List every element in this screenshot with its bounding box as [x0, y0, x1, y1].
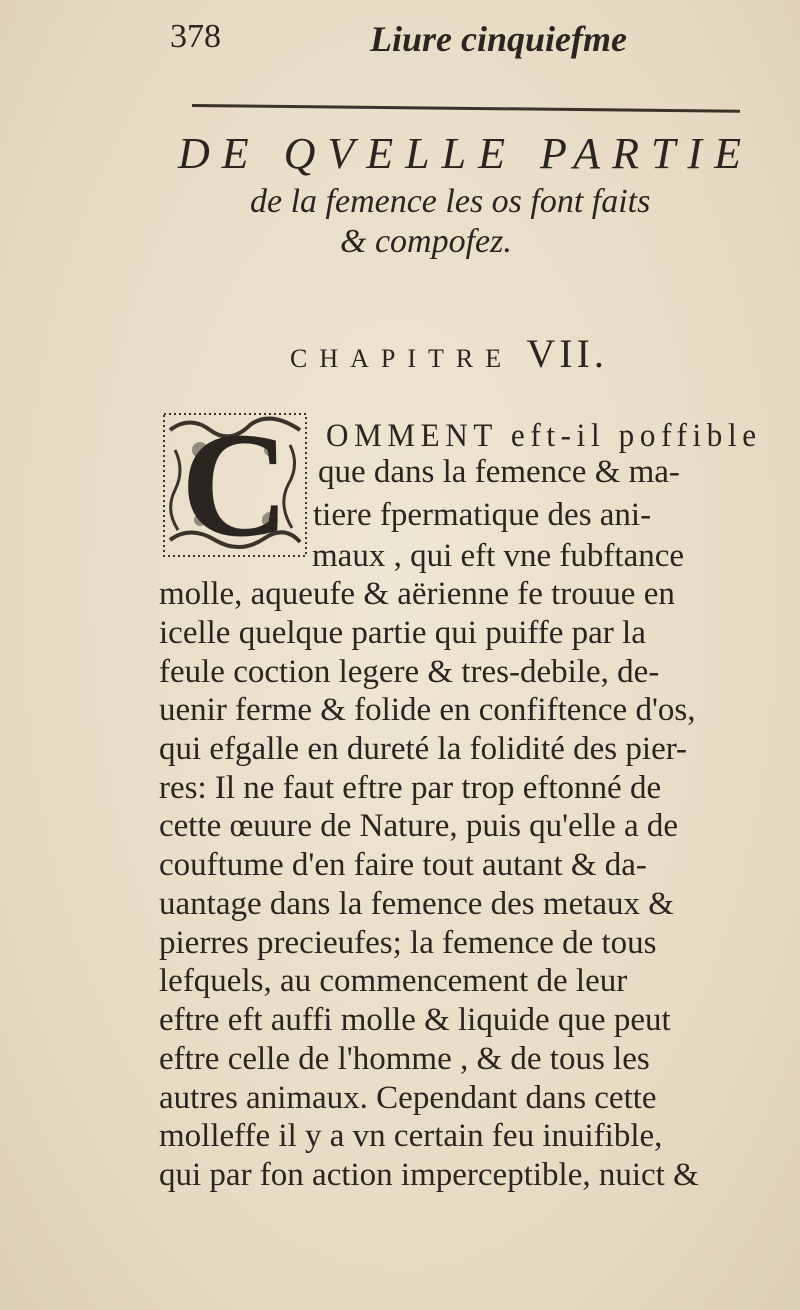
body-line: lefquels, au commencement de leur [159, 963, 628, 999]
page-number: 378 [170, 18, 221, 55]
decorated-initial [160, 402, 310, 568]
initial-letter: C [180, 402, 290, 568]
page-header [170, 18, 630, 68]
body-line: icelle quelque partie qui puiffe par la [159, 615, 646, 651]
running-head: Liure cinquiefme [370, 19, 627, 59]
title-line-1: DE QVELLE PARTIE [178, 129, 753, 178]
body-line: cette œuure de Nature, puis qu'elle a de [159, 808, 679, 844]
body-line: qui efgalle en dureté la folidité des pier- [159, 731, 688, 767]
title-line-3: & compofez. [340, 223, 512, 260]
body-line: eftre celle de l'homme , & de tous les [159, 1041, 650, 1077]
chapter-heading [290, 330, 608, 377]
body-line: que dans la femence & ma- [318, 454, 680, 490]
body-line: molle, aqueufe & aërienne fe trouue en [159, 576, 675, 612]
body-line: OMMENT eft-il poffible [326, 418, 762, 454]
body-line: pierres precieufes; la femence de tous [159, 925, 657, 961]
title-line-2: de la femence les os font faits [250, 183, 651, 220]
chapter-word: CHAPITRE [290, 344, 514, 373]
body-line: couftume d'en faire tout autant & da- [159, 847, 647, 883]
body-line: uenir ferme & folide en confiftence d'os, [159, 692, 696, 728]
body-line: tiere fpermatique des ani- [313, 497, 652, 533]
body-line: feule coction legere & tres-debile, de- [159, 654, 660, 690]
body-line: uantage dans la femence des metaux & [159, 886, 674, 922]
body-line: res: Il ne faut eftre par trop eftonné de [159, 770, 662, 806]
body-line: autres animaux. Cependant dans cette [159, 1080, 657, 1116]
body-line: molleffe il y a vn certain feu inuifible, [159, 1118, 663, 1154]
header-rule [192, 104, 740, 113]
body-line: qui par fon action imperceptible, nuict & [159, 1157, 699, 1193]
body-line: maux , qui eft vne fubftance [312, 538, 685, 574]
body-line: eftre eft auffi molle & liquide que peut [159, 1002, 671, 1038]
chapter-title [150, 128, 790, 261]
chapter-number: VII. [526, 331, 608, 376]
